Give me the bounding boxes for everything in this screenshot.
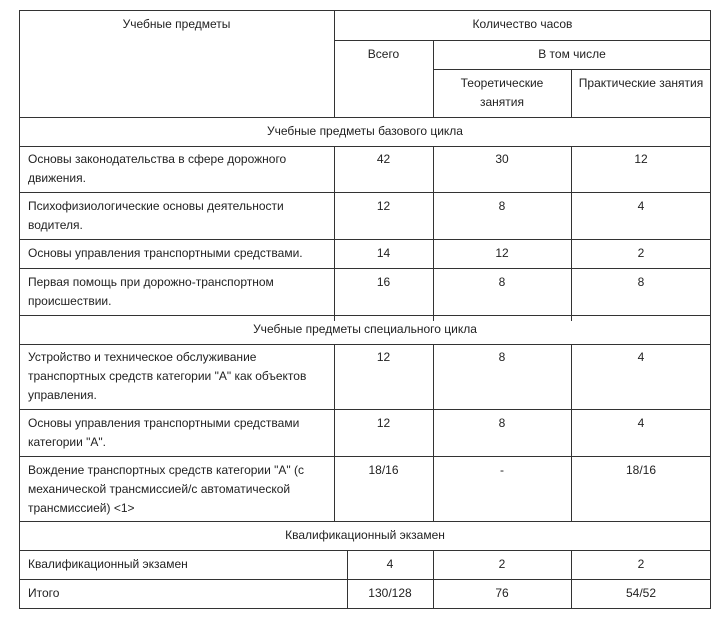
row-theory: 8: [498, 350, 506, 364]
rule: [19, 117, 711, 118]
row-name: Вождение транспортных средств категории "A" (с механической трансмиссией/с автоматической трансмиссией) <1>: [28, 463, 305, 515]
rule: [19, 344, 711, 345]
header-subjects: Учебные предметы: [122, 17, 231, 31]
row-theory: 8: [498, 199, 506, 213]
section-exam: Квалификационный экзамен: [285, 528, 445, 542]
row-total: 12: [376, 416, 391, 430]
header-hours: Количество часов: [472, 17, 573, 31]
row-total: 18/16: [368, 463, 399, 477]
row-total: 12: [376, 199, 391, 213]
header-including: В том числе: [538, 47, 606, 61]
table-border-top: [19, 10, 711, 11]
rule: [19, 521, 711, 522]
row-theory: -: [500, 463, 504, 477]
row-name: Итого: [28, 586, 60, 600]
table-border-bottom: [19, 608, 711, 609]
row-theory: 8: [498, 275, 506, 289]
header-theory: Теоретические занятия: [460, 76, 544, 109]
row-practice: 4: [637, 416, 645, 430]
rule: [571, 146, 572, 321]
row-theory: 76: [495, 586, 509, 600]
rule: [334, 146, 335, 321]
rule: [19, 456, 711, 457]
row-total: 42: [376, 152, 391, 166]
rule: [334, 40, 711, 41]
section-special: Учебные предметы специального цикла: [253, 322, 477, 336]
row-total: 14: [376, 246, 391, 260]
row-total: 130/128: [368, 586, 412, 600]
row-practice: 2: [637, 557, 645, 571]
row-name: Основы управления транспортными средствами категории "A".: [28, 416, 300, 449]
row-practice: 8: [637, 275, 645, 289]
rule: [19, 239, 711, 240]
row-practice: 4: [637, 350, 645, 364]
row-theory: 12: [495, 246, 509, 260]
row-practice: 18/16: [625, 463, 657, 477]
rule: [19, 146, 711, 147]
rule: [19, 579, 711, 580]
row-total: 12: [376, 350, 391, 364]
row-theory: 8: [498, 416, 506, 430]
header-practice: Практические занятия: [578, 76, 704, 90]
header-total: Всего: [367, 47, 400, 61]
row-total: 16: [376, 275, 391, 289]
rule: [433, 69, 711, 70]
rule: [19, 192, 711, 193]
row-name: Квалификационный экзамен: [28, 557, 188, 571]
rule: [19, 550, 711, 551]
row-practice: 2: [637, 246, 645, 260]
row-name: Устройство и техническое обслуживание транспортных средств категории "A" как объектов управления.: [28, 350, 307, 402]
hours-table: [19, 10, 711, 610]
row-theory: 2: [498, 557, 506, 571]
row-theory: 30: [495, 152, 509, 166]
row-practice: 54/52: [625, 586, 657, 600]
rule: [19, 409, 711, 410]
row-practice: 4: [637, 199, 645, 213]
row-name: Основы законодательства в сфере дорожного движения.: [28, 152, 287, 185]
section-basic: Учебные предметы базового цикла: [267, 124, 463, 138]
row-total: 4: [386, 557, 394, 571]
row-name: Основы управления транспортными средствами.: [28, 246, 303, 260]
row-name: Психофизиологические основы деятельности водителя.: [28, 199, 284, 232]
rule: [19, 315, 711, 316]
row-name: Первая помощь при дорожно-транспортном происшествии.: [28, 275, 274, 308]
table-border-right: [710, 10, 711, 609]
row-practice: 12: [634, 152, 648, 166]
rule: [19, 268, 711, 269]
rule: [433, 146, 434, 321]
